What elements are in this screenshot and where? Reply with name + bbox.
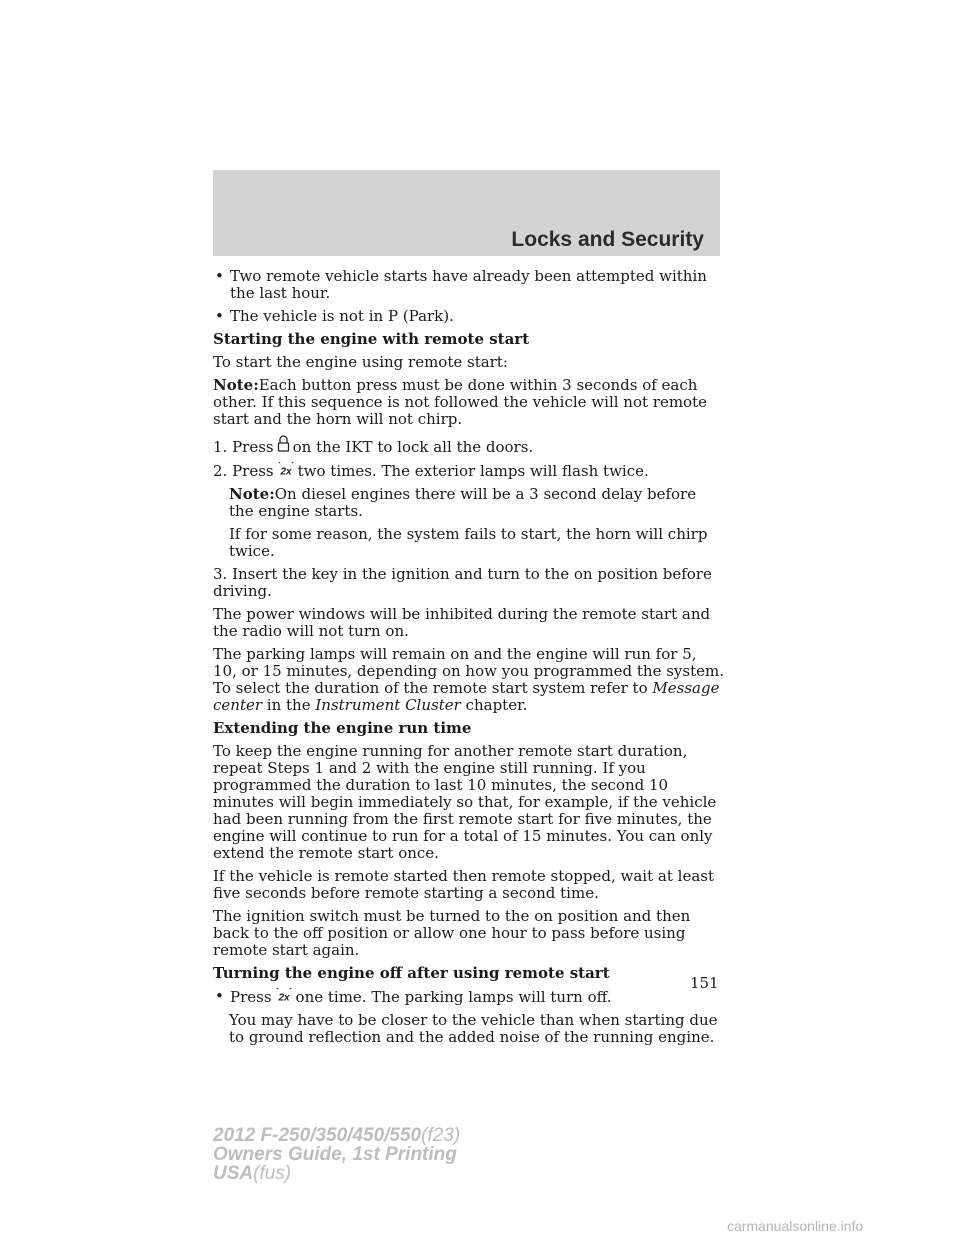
page-number: 151 (690, 974, 719, 992)
paragraph: To start the engine using remote start: (213, 353, 508, 371)
section-header-band (213, 170, 720, 256)
step-1: 1. Press on the IKT to lock all the doors. (213, 434, 725, 456)
svg-text:2x: 2x (277, 992, 290, 1002)
step-3: 3. Insert the key in the ignition and turn to the on position before driving. (213, 565, 712, 600)
paragraph: If the vehicle is remote started then remote stopped, wait at least five seconds before remote starting a second time. (213, 867, 714, 902)
bullet-item: • Press 2x one time. The parking lamps will turn off. (215, 987, 612, 1006)
sub-paragraph: If for some reason, the system fails to start, the horn will chirp twice. (229, 525, 708, 560)
heading-extending-run-time: Extending the engine run time (213, 719, 472, 737)
remote-start-2x-icon (277, 462, 295, 476)
paragraph: The parking lamps will remain on and the engine will run for 5, 10, or 15 minutes, depending on how you programmed the system. To select the duration of the remote start system refer to Message center in the Instrument Cluster chapter. (213, 645, 724, 714)
bullet-item: • The vehicle is not in P (Park). (215, 307, 454, 325)
sub-note: Note:On diesel engines there will be a 3 second delay before the engine starts. (229, 485, 697, 520)
page-content (213, 268, 725, 1052)
document-footer: 2012 F-250/350/450/550(f23) Owners Guide, 1st Printing USA(fus) (213, 1125, 461, 1184)
reference-message-center: Message center (213, 679, 720, 714)
step-2: 2. Press 2x two times. The exterior lamps will flash twice. (213, 462, 725, 480)
remote-start-2x-icon (275, 988, 293, 1002)
heading-turning-engine-off: Turning the engine off after using remote start (213, 964, 610, 982)
lock-icon (276, 434, 291, 454)
reference-instrument-cluster: Instrument Cluster (315, 696, 461, 714)
watermark: carmanualsonline.info (727, 1218, 864, 1234)
paragraph: To keep the engine running for another remote start duration, repeat Steps 1 and 2 with the engine still running. If you programmed the duration to last 10 minutes, the second 10 minutes will begin immediately so that, for example, if the vehicle had been running from the first remote start for five minutes, the engine will continue to run for a total of 15 minutes. You can only extend the remote start once. (213, 742, 717, 862)
sub-paragraph: You may have to be closer to the vehicle than when starting due to ground reflection and the added noise of the running engine. (229, 1011, 718, 1046)
bullet-item: • Two remote vehicle starts have already been attempted within the last hour. (215, 267, 707, 302)
svg-text:2x: 2x (280, 466, 292, 476)
section-title: Locks and Security (511, 228, 704, 251)
paragraph: The ignition switch must be turned to the on position and then back to the off position or allow one hour to pass before using remote start again. (213, 907, 691, 959)
paragraph: The power windows will be inhibited during the remote start and the radio will not turn on. (213, 605, 711, 640)
heading-starting-engine: Starting the engine with remote start (213, 330, 530, 348)
note-paragraph: Note:Each button press must be done within 3 seconds of each other. If this sequence is not followed the vehicle will not remote start and the horn will not chirp. (213, 376, 707, 428)
